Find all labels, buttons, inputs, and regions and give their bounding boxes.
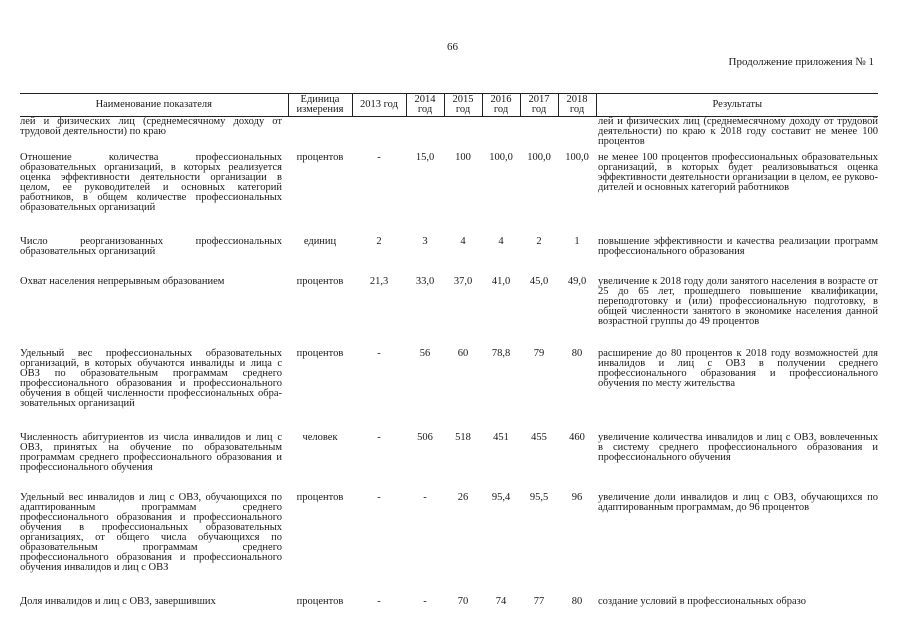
value-2016: 41,0 xyxy=(491,275,511,287)
value-2018: 460 xyxy=(569,431,585,443)
value-2018: 1 xyxy=(574,235,580,247)
value-2017: 455 xyxy=(531,431,547,443)
value-2013: - xyxy=(377,431,381,443)
result-text: увеличение к 2018 году доли занятого населения в возрасте от 25 до 65 лет, прошедшего повышение квалификации, переподготовку и (или) профессиональную подготовку, в общей численности занятого в экономике населения данной возрастной группы до 49 процентов xyxy=(598,275,878,327)
indicator-name: Удельный вес инвалидов и лиц с ОВЗ, обучающихся по адаптированным программам среднего профессионального образования и профессионального обучения в профессиональных образовательных организациях, от общего числа обучающихся по образовательным программам среднего профессионального образования и профессионального обучения инвалидов и лиц с ОВЗ xyxy=(20,491,282,573)
indicator-name: Удельный вес профессиональных образовательных организаций, в которых обучаются инвалиды и лица с ОВЗ по образовательным программам среднего профессионального образования и профессионального обучения в общей численности профессиональных образовательных организаций xyxy=(20,347,282,409)
value-2016: 78,8 xyxy=(491,347,511,359)
value-2016: 4 xyxy=(498,235,504,247)
continuation-note: Продолжение приложения № 1 xyxy=(728,56,874,68)
value-2014: 506 xyxy=(417,431,433,443)
header-2013: 2013 год xyxy=(352,94,406,117)
value-2018: 80 xyxy=(571,595,583,607)
header-2014: 2014 год xyxy=(406,94,444,117)
value-2018: 80 xyxy=(571,347,583,359)
value-2014: 15,0 xyxy=(415,151,435,163)
value-2013: - xyxy=(377,491,381,503)
indicator-name: Численность абитуриентов из числа инвалидов и лиц с ОВЗ, принятых на обучение по образовательным программам среднего профессионального образования и профессионального обучения xyxy=(20,431,282,473)
value-2014: - xyxy=(423,491,427,503)
value-2018: 96 xyxy=(571,491,583,503)
value-2018 xyxy=(558,117,596,153)
value-2017: 95,5 xyxy=(529,491,549,503)
table-row xyxy=(20,493,878,597)
unit: человек xyxy=(302,431,338,443)
table-row xyxy=(20,597,878,609)
unit xyxy=(288,117,352,153)
unit: единиц xyxy=(303,235,337,247)
result-text: увеличение количества инвалидов и лиц с ОВЗ, вовлеченных в систему среднего профессионального образования и профессионального обучения xyxy=(598,431,878,463)
value-2015: 26 xyxy=(457,491,469,503)
value-2017: 79 xyxy=(533,347,545,359)
header-2016: 2016 год xyxy=(482,94,520,117)
indicator-name: Отношение количества профессиональных образовательных организаций, в которых реализуется оценка эффективности деятельности организации в целом, ее руководителей и основных категорий работников, в общем количестве профессиональных образовательных организаций xyxy=(20,151,282,213)
unit: процентов xyxy=(296,347,344,359)
result-text: не менее 100 процентов профессиональных образовательных организаций, в которых будет реализовываться оценка эффективности деятельности организации в целом, ее руководителей и основных категорий работников xyxy=(598,151,878,193)
result-text: лей и физических лиц (среднемесячному доходу от трудовой деятельности) по краю к 2018 году составит не менее 100 процентов xyxy=(598,116,878,147)
table-row xyxy=(20,117,878,153)
value-2017: 77 xyxy=(533,595,545,607)
result-text: создание условий в профессиональных образо xyxy=(598,595,807,607)
result-text: увеличение доли инвалидов и лиц с ОВЗ, обучающихся по адаптированным программам, до 96 процентов xyxy=(598,491,878,513)
value-2017: 45,0 xyxy=(529,275,549,287)
value-2015 xyxy=(444,117,482,153)
indicators-table xyxy=(20,93,878,609)
result-text: расширение до 80 процентов к 2018 году возможностей для инвалидов и лиц с ОВЗ в получении среднего профессионального образования и профессионального обучения по месту жительства xyxy=(598,347,878,389)
table-row xyxy=(20,153,878,237)
header-2017: 2017 год xyxy=(520,94,558,117)
page-number: 66 xyxy=(447,41,458,53)
value-2014: 3 xyxy=(422,235,428,247)
value-2013: - xyxy=(377,151,381,163)
header-2018: 2018 год xyxy=(558,94,596,117)
value-2015: 70 xyxy=(457,595,469,607)
result-text: повышение эффективности и качества реализации программ профессионального образования xyxy=(598,235,878,257)
table-header-row xyxy=(20,94,878,117)
header-2015: 2015 год xyxy=(444,94,482,117)
table-row xyxy=(20,277,878,349)
value-2013 xyxy=(352,117,406,153)
value-2014: - xyxy=(423,595,427,607)
header-results: Результаты xyxy=(596,94,878,117)
value-2016: 100,0 xyxy=(489,151,513,163)
value-2014: 56 xyxy=(419,347,431,359)
value-2016: 95,4 xyxy=(491,491,511,503)
table-row xyxy=(20,237,878,277)
value-2014 xyxy=(406,117,444,153)
unit: процентов xyxy=(296,151,344,163)
value-2015: 518 xyxy=(455,431,471,443)
value-2013: 2 xyxy=(376,235,382,247)
value-2015: 100 xyxy=(455,151,471,163)
unit: процентов xyxy=(296,491,344,503)
value-2013: - xyxy=(377,595,381,607)
value-2015: 37,0 xyxy=(453,275,473,287)
header-indicator-name: Наименование показателя xyxy=(20,94,288,117)
unit: процентов xyxy=(296,275,344,287)
value-2016: 74 xyxy=(495,595,507,607)
value-2018: 100,0 xyxy=(565,151,589,163)
indicator-name: Доля инвалидов и лиц с ОВЗ, завершивших xyxy=(20,595,216,607)
indicator-name: Число реорганизованных профессиональных образовательных организаций xyxy=(20,235,282,257)
value-2015: 4 xyxy=(460,235,466,247)
value-2014: 33,0 xyxy=(415,275,435,287)
value-2018: 49,0 xyxy=(567,275,587,287)
value-2016: 451 xyxy=(493,431,509,443)
value-2017 xyxy=(520,117,558,153)
unit: процентов xyxy=(296,595,344,607)
indicator-name: лей и физических лиц (среднемесячному доходу от трудовой деятельности) по краю xyxy=(20,116,282,137)
table-row xyxy=(20,349,878,433)
header-unit: Единица измерения xyxy=(288,94,352,117)
value-2013: - xyxy=(377,347,381,359)
value-2017: 2 xyxy=(536,235,542,247)
indicator-name: Охват населения непрерывным образованием xyxy=(20,275,225,287)
value-2013: 21,3 xyxy=(369,275,389,287)
value-2015: 60 xyxy=(457,347,469,359)
table-row xyxy=(20,433,878,493)
value-2017: 100,0 xyxy=(527,151,551,163)
value-2016 xyxy=(482,117,520,153)
